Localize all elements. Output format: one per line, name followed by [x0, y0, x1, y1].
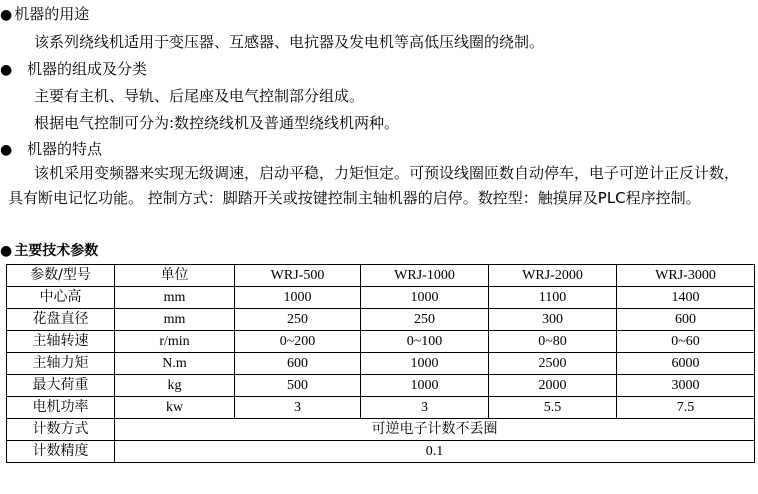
unit-cell: mm	[115, 287, 235, 309]
value-cell: 500	[235, 375, 361, 397]
param-cell: 主轴力矩	[7, 353, 115, 375]
value-cell: 1000	[361, 375, 489, 397]
unit-cell: mm	[115, 309, 235, 331]
param-cell: 花盘直径	[7, 309, 115, 331]
value-cell: 250	[361, 309, 489, 331]
value-cell: 7.5	[617, 397, 755, 419]
composition-heading	[0, 57, 147, 81]
value-cell: 600	[235, 353, 361, 375]
bullet-icon: ●	[0, 7, 13, 23]
header-cell: WRJ-500	[235, 265, 361, 287]
value-cell: 3000	[617, 375, 755, 397]
value-cell: 0~80	[489, 331, 617, 353]
param-cell: 电机功率	[7, 397, 115, 419]
header-cell: WRJ-2000	[489, 265, 617, 287]
specs-heading	[0, 240, 98, 262]
value-cell: 1100	[489, 287, 617, 309]
param-cell: 主轴转速	[7, 331, 115, 353]
unit-cell: N.m	[115, 353, 235, 375]
features-heading-text: 机器的特点	[27, 140, 103, 158]
composition-line-1: 主要有主机、导轨、后尾座及电气控制部分组成。	[34, 87, 365, 105]
value-cell: 250	[235, 309, 361, 331]
value-cell: 1000	[235, 287, 361, 309]
value-cell: 2000	[489, 375, 617, 397]
value-cell: 2500	[489, 353, 617, 375]
bullet-icon: ●	[0, 243, 13, 259]
header-cell: 参数/型号	[7, 265, 115, 287]
bullet-icon: ●	[0, 62, 13, 78]
header-cell: WRJ-1000	[361, 265, 489, 287]
value-cell: 0~100	[361, 331, 489, 353]
value-cell: 6000	[617, 353, 755, 375]
value-cell: 0~60	[617, 331, 755, 353]
value-cell: 600	[617, 309, 755, 331]
param-cell: 计数精度	[7, 441, 115, 463]
features-heading	[0, 137, 102, 161]
table-row	[7, 309, 755, 331]
param-cell: 最大荷重	[7, 375, 115, 397]
table-row	[7, 441, 755, 463]
value-cell: 1400	[617, 287, 755, 309]
table-row	[7, 353, 755, 375]
value-cell: 3	[235, 397, 361, 419]
unit-cell: r/min	[115, 331, 235, 353]
table-row	[7, 375, 755, 397]
value-cell: 0~200	[235, 331, 361, 353]
value-cell: 5.5	[489, 397, 617, 419]
features-text: 该机采用变频器来实现无级调速，启动平稳，力矩恒定。可预设线圈匝数自动停车，电子可逆计正反计数，具有断电记忆功能。 控制方式：脚踏开关或按键控制主轴机器的启停。数控型：触摸屏及PLC程序控制。	[8, 164, 740, 207]
merged-value-cell: 可逆电子计数不丢圈	[115, 419, 755, 441]
bullet-icon: ●	[0, 142, 13, 158]
usage-heading	[0, 2, 89, 26]
table-row	[7, 397, 755, 419]
composition-heading-text: 机器的组成及分类	[27, 60, 148, 78]
usage-heading-text: 机器的用途	[14, 5, 90, 23]
value-cell: 300	[489, 309, 617, 331]
composition-line-2: 根据电气控制可分为:数控绕线机及普通型绕线机两种。	[34, 114, 400, 132]
table-row	[7, 287, 755, 309]
header-cell: WRJ-3000	[617, 265, 755, 287]
param-cell: 中心高	[7, 287, 115, 309]
specs-heading-text: 主要技术参数	[14, 243, 99, 259]
merged-value-cell: 0.1	[115, 441, 755, 463]
unit-cell: kg	[115, 375, 235, 397]
table-row	[7, 331, 755, 353]
table-row	[7, 419, 755, 441]
value-cell: 1000	[361, 287, 489, 309]
unit-cell: kw	[115, 397, 235, 419]
usage-text: 该系列绕线机适用于变压器、互感器、电抗器及发电机等高低压线圈的绕制。	[34, 33, 545, 51]
header-cell: 单位	[115, 265, 235, 287]
spec-table	[6, 264, 755, 463]
value-cell: 1000	[361, 353, 489, 375]
table-header-row	[7, 265, 755, 287]
param-cell: 计数方式	[7, 419, 115, 441]
value-cell: 3	[361, 397, 489, 419]
